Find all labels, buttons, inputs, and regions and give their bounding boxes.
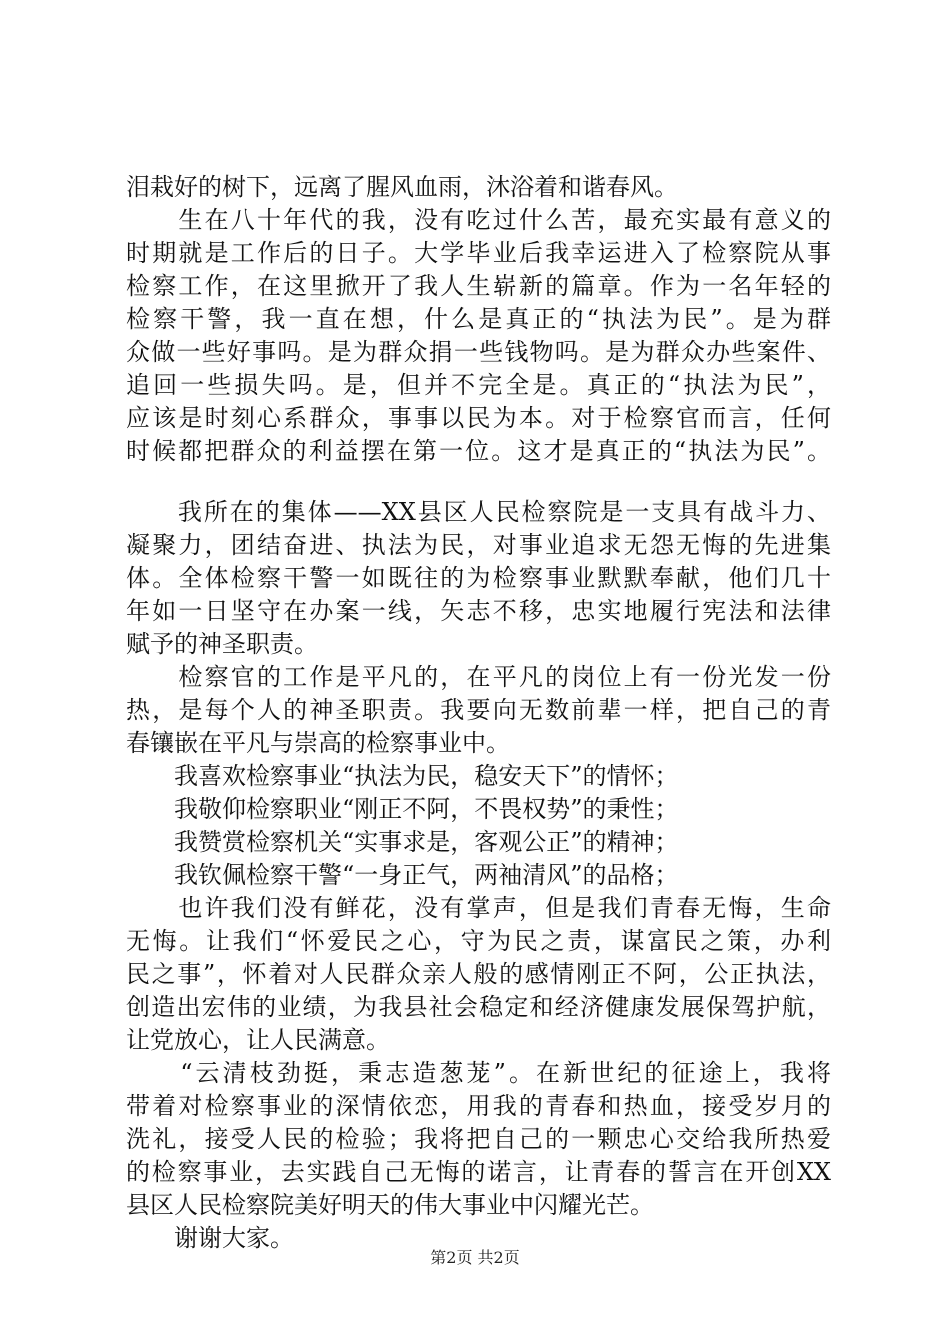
text-line: 我赞赏检察机关“实事求是，客观公正”的精神； xyxy=(126,828,679,856)
text-line: 检察干警，我一直在想，什么是真正的“执法为民”。是为群 xyxy=(126,305,831,333)
text-line: 民之事”，怀着对人民群众亲人般的感情刚正不阿，公正执法， xyxy=(126,960,831,988)
text-line: 追回一些损失吗。是，但并不完全是。真正的“执法为民”， xyxy=(126,371,831,399)
text-line: 无悔。让我们“怀爱民之心，守为民之责，谋富民之策，办利 xyxy=(126,927,831,955)
text-line: 春镶嵌在平凡与崇高的检察事业中。 xyxy=(126,729,510,757)
text-line: 时候都把群众的利益摆在第一位。这才是真正的“执法为民”。 xyxy=(126,437,831,465)
text-line: 也许我们没有鲜花，没有掌声，但是我们青春无悔，生命 xyxy=(126,894,831,922)
text-line: 泪栽好的树下，远离了腥风血雨，沐浴着和谐春风。 xyxy=(126,173,678,201)
text-line: 年如一日坚守在办案一线，矢志不移，忠实地履行宪法和法律 xyxy=(126,597,831,625)
text-line: 带着对检察事业的深情依恋，用我的青春和热血，接受岁月的 xyxy=(126,1092,831,1120)
page-number: 第2页 共2页 xyxy=(430,1248,520,1267)
text-line: 时期就是工作后的日子。大学毕业后我幸运进入了检察院从事 xyxy=(126,239,831,267)
text-line: 创造出宏伟的业绩，为我县社会稳定和经济健康发展保驾护航， xyxy=(126,993,831,1021)
text-line: 让党放心，让人民满意。 xyxy=(126,1026,390,1054)
text-line: 洗礼，接受人民的检验；我将把自己的一颗忠心交给我所热爱 xyxy=(126,1125,831,1153)
document-body xyxy=(126,171,831,1255)
text-line: 我钦佩检察干警“一身正气，两袖清风”的品格； xyxy=(126,861,679,889)
text-line: 体。全体检察干警一如既往的为检察事业默默奉献，他们几十 xyxy=(126,564,831,592)
text-line: 我所在的集体——XX县区人民检察院是一支具有战斗力、 xyxy=(126,498,831,526)
text-line: 检察官的工作是平凡的，在平凡的岗位上有一份光发一份 xyxy=(126,663,831,691)
text-line: 检察工作，在这里掀开了我人生崭新的篇章。作为一名年轻的 xyxy=(126,272,831,300)
paragraph-gap xyxy=(126,468,831,496)
text-line: 赋予的神圣职责。 xyxy=(126,630,318,658)
text-line: 应该是时刻心系群众，事事以民为本。对于检察官而言，任何 xyxy=(126,404,831,432)
text-line: 凝聚力，团结奋进、执法为民，对事业追求无怨无悔的先进集 xyxy=(126,531,831,559)
text-line: 谢谢大家。 xyxy=(126,1224,294,1252)
text-line: 热，是每个人的神圣职责。我要向无数前辈一样，把自己的青 xyxy=(126,696,831,724)
text-line: “云清枝劲挺，秉志造葱茏”。在新世纪的征途上，我将 xyxy=(126,1059,831,1087)
text-line: 众做一些好事吗。是为群众捐一些钱物吗。是为群众办些案件、 xyxy=(126,338,831,366)
text-line: 我喜欢检察事业“执法为民，稳安天下”的情怀； xyxy=(126,762,679,790)
text-line: 县区人民检察院美好明天的伟大事业中闪耀光芒。 xyxy=(126,1191,654,1219)
text-line: 我敬仰检察职业“刚正不阿，不畏权势”的秉性； xyxy=(126,795,679,823)
text-line: 的检察事业，去实践自己无悔的诺言，让青春的誓言在开创XX xyxy=(126,1158,831,1186)
text-line: 生在八十年代的我，没有吃过什么苦，最充实最有意义的 xyxy=(126,206,831,234)
